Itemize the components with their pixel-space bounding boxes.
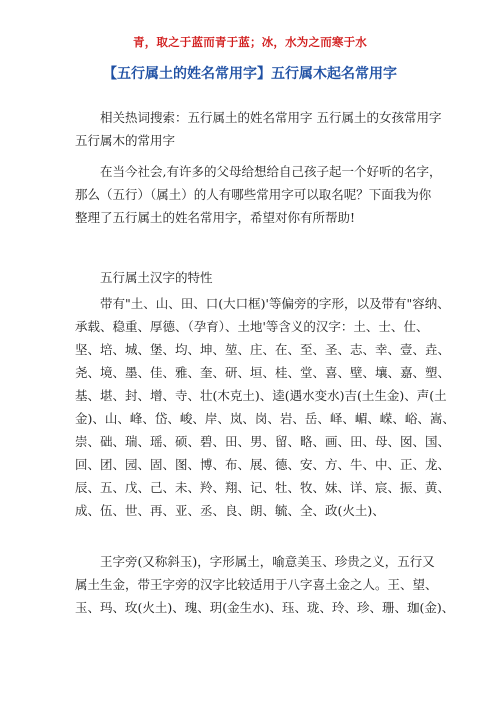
characteristics-line-2: 承载、稳重、厚德、（孕育）、土地'等含义的汉字：土、士、仕、 [75,319,429,334]
wang-line-3: 玉、玛、玫(火土)、瑰、玥(金生水)、珏、珑、玲、珍、珊、珈(金)、 [75,600,455,615]
characteristics-line-6: 金)、山、峰、岱、峻、岸、岚、岗、岩、岳、峄、嵋、嵘、峪、嵩、 [75,411,455,426]
characteristics-line-8: 回、团、园、固、图、博、布、展、德、安、方、牛、中、正、龙、 [75,457,451,472]
characteristics-line-5: 基、堪、封、增、寺、壮(木克土)、逵(遇水变水)吉(土生金)、声(土 [75,388,447,403]
characteristics-line-1: 带有"土、山、田、口(大口框)'等偏旁的字形，以及带有"容纳、 [100,296,450,311]
related-keywords-line-1: 相关热词搜索：五行属土的姓名常用字 五行属土的女孩常用字 [100,110,442,125]
characteristics-paragraph [75,292,455,522]
intro-paragraph [75,160,442,229]
document-title: 【五行属土的姓名常用字】五行属木起名常用字 [103,66,397,82]
intro-line-2: 那么（五行）（属土）的人有哪些常用字可以取名呢？下面我为你 [75,187,432,202]
characteristics-line-7: 崇、础、瑞、瑶、硕、碧、田、男、留、略、画、田、母、囡、国、 [75,434,451,449]
wang-line-2: 属土生金，带王字旁的汉字比较适用于八字喜土金之人。王、望、 [75,577,438,592]
characteristics-line-3: 坚、培、城、堡、均、坤、堃、庄、在、至、圣、志、幸、壹、垚、 [75,342,451,357]
intro-line-3: 整理了五行属土的姓名常用字，希望对你有所帮助! [75,210,356,225]
related-keywords-line-2: 五行属木的常用字 [75,133,176,148]
characteristics-line-10: 成、伍、世、再、亚、丞、良、朗、毓、全、政(火土)、 [75,503,385,518]
section-heading-text: 五行属土汉字的特性 [100,270,213,285]
wang-radical-paragraph [75,550,455,619]
intro-line-1: 在当今社会,有许多的父母给想给自己孩子起一个好听的名字， [100,164,442,179]
wang-line-1: 王字旁(又称斜玉)，字形属土，喻意美玉、珍贵之义，五行又 [100,554,435,569]
characteristics-line-9: 辰、五、戊、己、未、羚、翔、记、牡、牧、妹、详、宸、振、黄、 [75,480,451,495]
section-heading [75,266,425,289]
header-motto: 青，取之于蓝而青于蓝；冰，水为之而寒于水 [133,35,367,49]
related-keywords [75,106,442,152]
characteristics-line-4: 尧、境、墨、佳、雅、奎、研、垣、桂、堂、喜、壁、壤、嘉、塑、 [75,365,451,380]
